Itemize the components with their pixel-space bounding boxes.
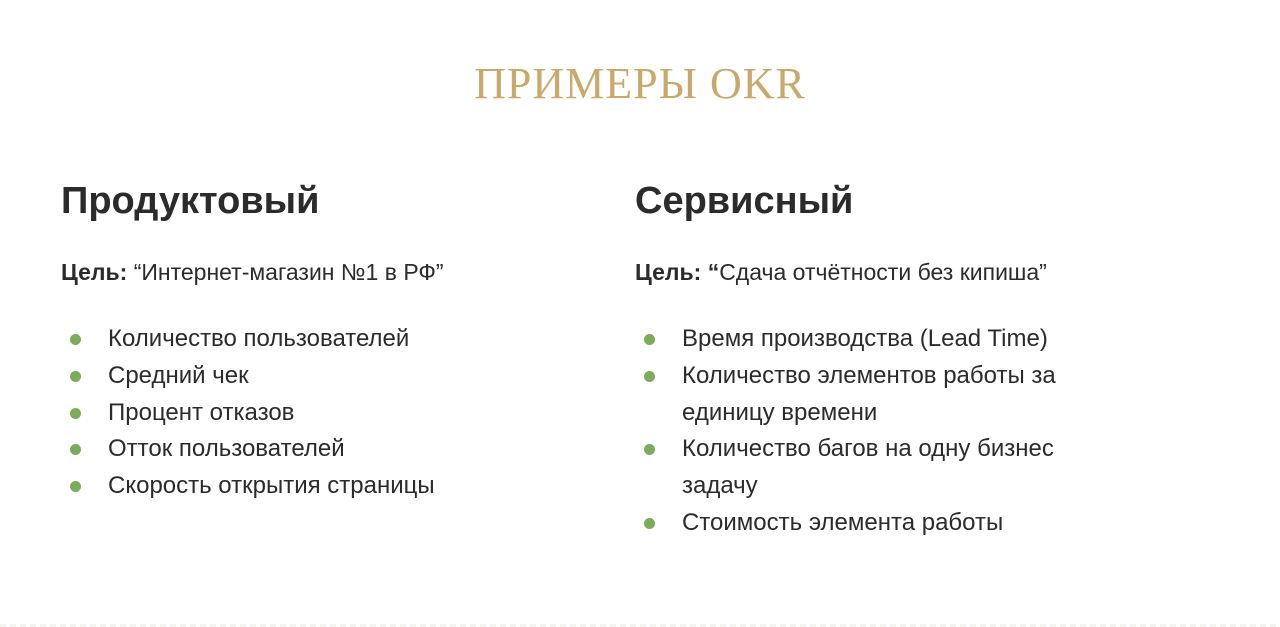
list-item-text: Количество пользователей: [108, 325, 410, 352]
list-item-text: Стоимость элемента работы: [682, 508, 1004, 536]
goal-line: [635, 259, 1047, 286]
list-item: [61, 468, 578, 505]
list-item: [635, 431, 1112, 505]
column-heading: Сервисный: [635, 180, 854, 222]
goal-text: Интернет-магазин №1 в РФ”: [141, 259, 444, 285]
list-item-text: Количество багов на одну бизнес задачу: [682, 435, 1054, 500]
list-item: [61, 358, 578, 395]
bullet-dot-icon: [70, 371, 81, 382]
list-item: [61, 395, 578, 432]
column-heading: Продуктовый: [61, 180, 320, 222]
goal-label: Цель:: [635, 259, 702, 285]
bullet-dot-icon: [70, 408, 81, 419]
goal-line: [61, 259, 444, 286]
goal-text: Сдача отчётности без кипиша”: [719, 259, 1047, 285]
bullet-dot-icon: [644, 371, 655, 382]
list-item: [61, 431, 578, 468]
bullet-dot-icon: [70, 444, 81, 455]
list-item-text: Процент отказов: [108, 398, 295, 426]
bullet-dot-icon: [70, 481, 81, 492]
list-item: [635, 505, 1112, 542]
goal-quote-open: “: [707, 259, 720, 285]
list-item-text: Количество элементов работы за единицу времени: [682, 361, 1056, 426]
bullet-dot-icon: [70, 334, 81, 345]
list-item-text: Средний чек: [108, 361, 249, 389]
goal-label: Цель:: [61, 259, 128, 285]
list-item-text: Отток пользователей: [108, 435, 345, 463]
list-item: [635, 358, 1112, 432]
bullet-dot-icon: [644, 444, 655, 455]
bullet-dot-icon: [644, 334, 655, 345]
goal-quote-open: “: [133, 259, 142, 285]
list-item: [635, 321, 1112, 358]
metric-list: [61, 321, 578, 505]
list-item: [61, 321, 578, 358]
slide-title: ПРИМЕРЫ OKR: [474, 59, 806, 108]
bullet-dot-icon: [644, 518, 655, 529]
list-item-text: Скорость открытия страницы: [108, 472, 435, 500]
metric-list: [635, 321, 1112, 542]
list-item-text: Время производства (Lead Time): [682, 325, 1048, 352]
